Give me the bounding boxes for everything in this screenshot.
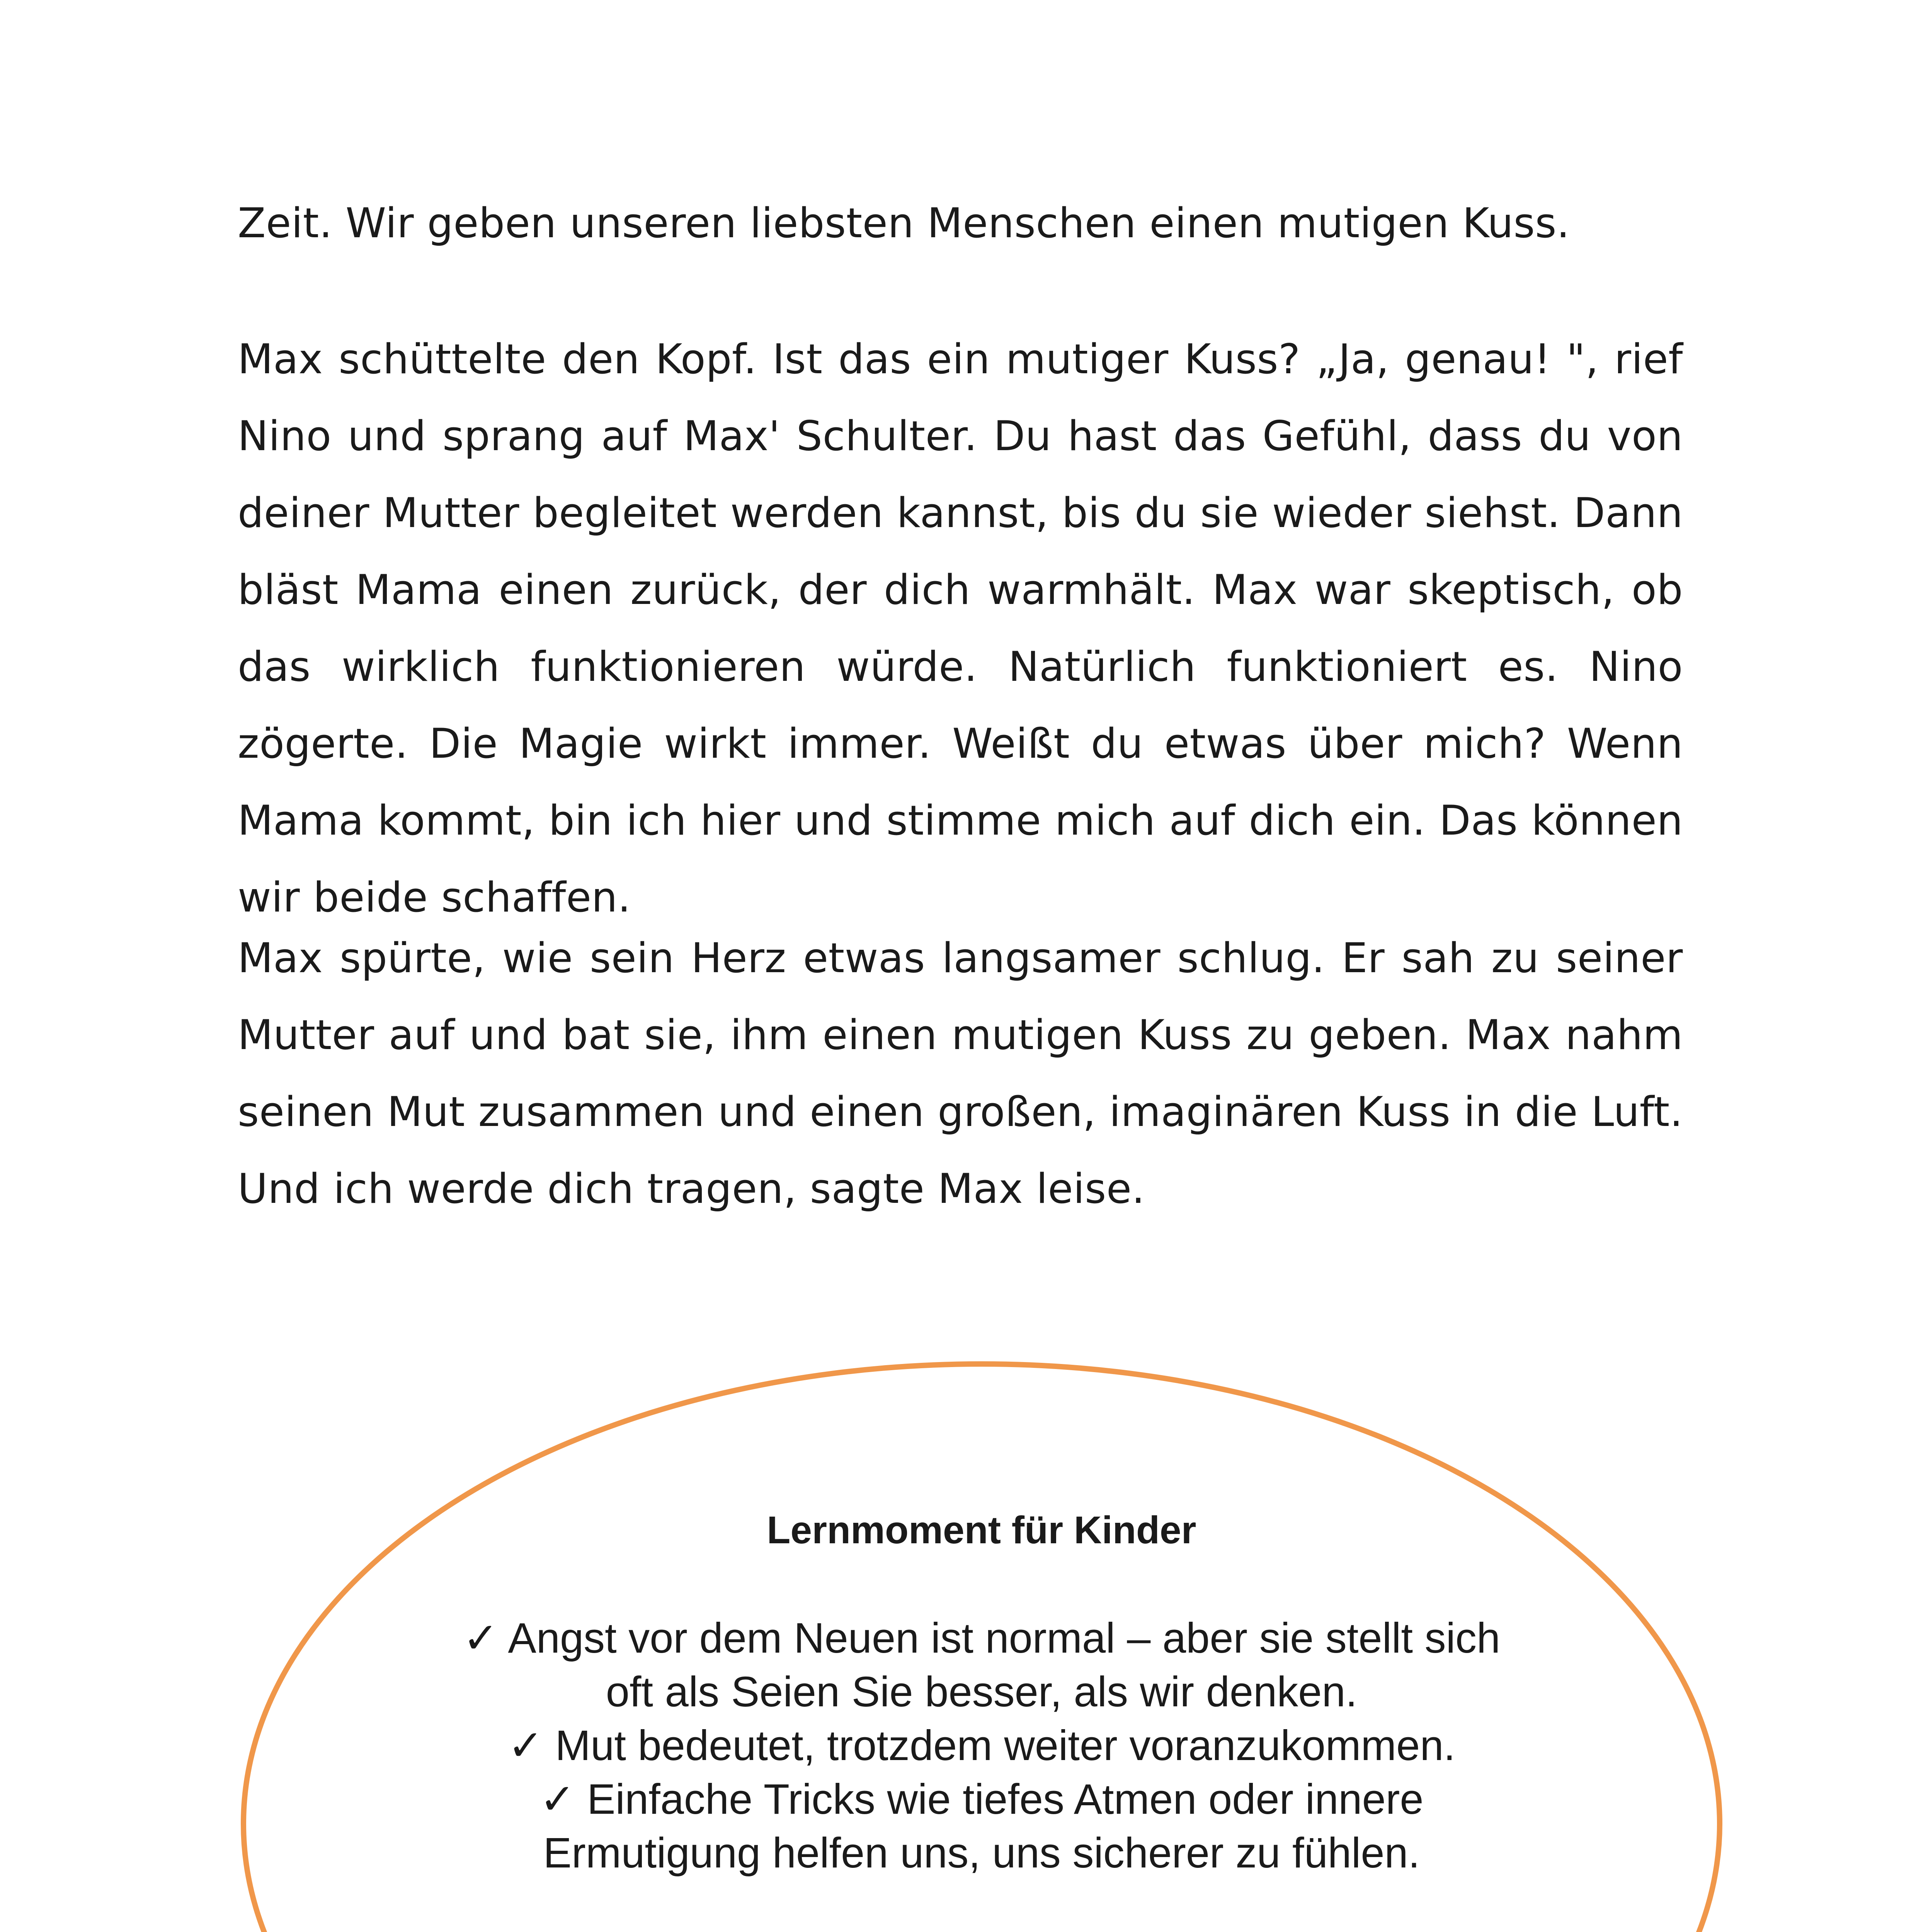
paragraph-1: Zeit. Wir geben unseren liebsten Menschen einen mutigen Kuss.: [238, 199, 1570, 247]
callout-title: Lernmoment für Kinder: [767, 1509, 1196, 1552]
paragraph-2: Max schüttelte den Kopf. Ist das ein mutiger Kuss? „Ja, genau! ", rief Nino und sprang auf Max' Schulter. Du hast das Gefühl, dass du von deiner Mutter begleitet werden kannst, bis du sie wieder siehst. Dann bläst Mama einen zurück, der dich warmhält. Max war skeptisch, ob das wirklich funktionieren würde. Natürlich funktioniert es. Nino zögerte. Die Magie wirkt immer. Weißt du etwas über mich? Wenn Mama kommt, bin ich hier und stimme mich auf dich ein. Das können wir beide schaffen.: [238, 335, 1683, 921]
callout-item: ✓ Angst vor dem Neuen ist normal – aber sie stellt sich oft als Seien Sie besser, als wir denken.: [463, 1614, 1501, 1716]
callout-item: ✓ Mut bedeutet, trotzdem weiter voranzukommen.: [507, 1722, 1456, 1769]
callout-item: ✓ Einfache Tricks wie tiefes Atmen oder innere Ermutigung helfen uns, uns sicherer zu fühlen.: [539, 1776, 1424, 1877]
paragraph-3: Max spürte, wie sein Herz etwas langsamer schlug. Er sah zu seiner Mutter auf und bat sie, ihm einen mutigen Kuss zu geben. Max nahm seinen Mut zusammen und einen großen, imaginären Kuss in die Luft. Und ich werde dich tragen, sagte Max leise.: [238, 934, 1683, 1213]
callout-list: [460, 1611, 1503, 1880]
learning-moment-callout: [236, 1356, 1727, 1932]
